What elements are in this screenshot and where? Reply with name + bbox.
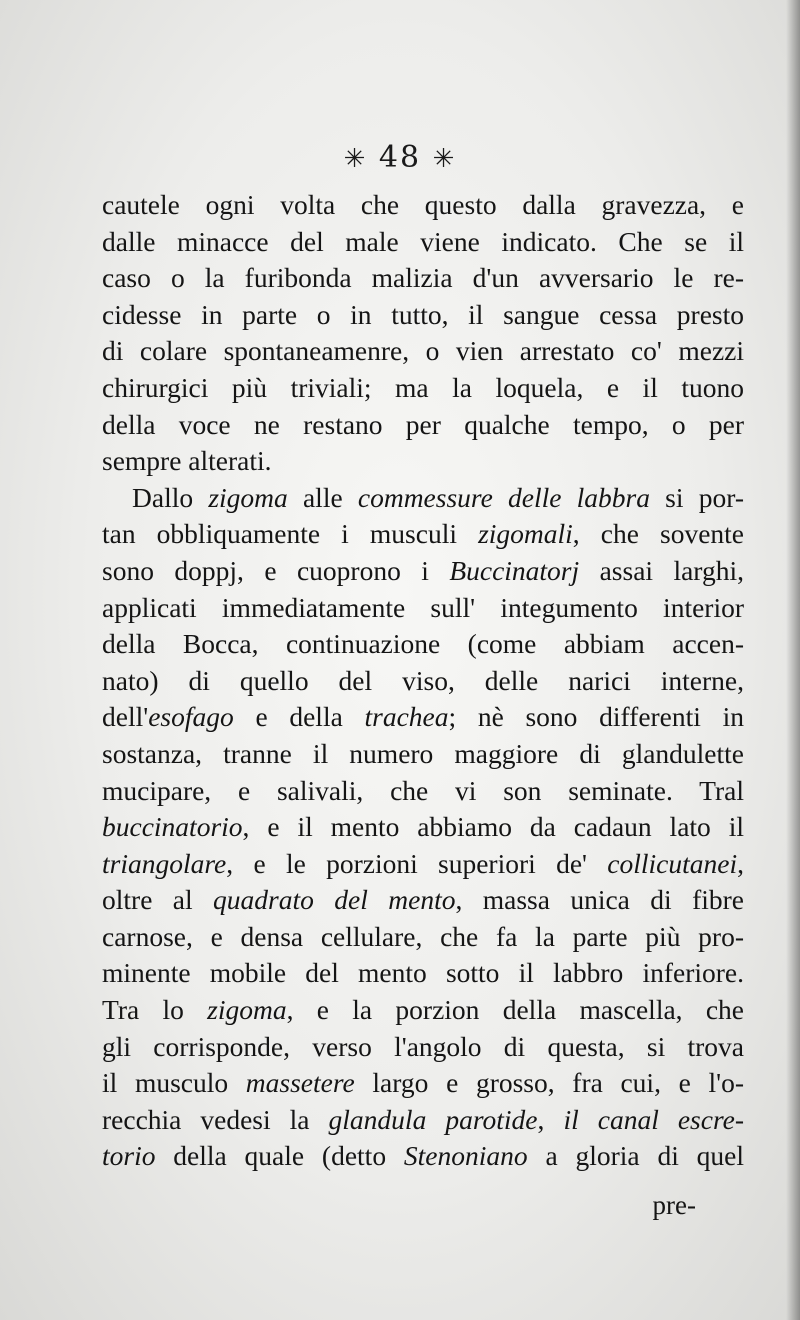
page-number: 48 (378, 140, 422, 175)
italic-term: zigoma (208, 481, 288, 513)
italic-term: torio (102, 1140, 156, 1172)
text-line (102, 882, 744, 919)
text-run: ; nè sono differenti in (448, 701, 744, 733)
text-run: e della (233, 701, 365, 733)
text-run: nato) di quello del viso, delle narici interne, (102, 664, 744, 696)
text-line (102, 663, 744, 700)
text-run: caso o la furibonda malizia d'un avversario le re- (102, 262, 744, 294)
text-line (102, 443, 744, 480)
text-line (102, 992, 744, 1029)
text-run: , e le porzioni superiori de' (226, 847, 608, 879)
italic-term: collicutanei (607, 847, 738, 879)
text-line (102, 955, 744, 992)
text-line (102, 736, 744, 773)
text-run: Tra lo (102, 994, 208, 1026)
ornament-left-icon: ✳ (343, 144, 368, 174)
italic-term: massetere (245, 1067, 355, 1099)
text-line (102, 187, 744, 224)
text-line (102, 699, 744, 736)
text-line (102, 297, 744, 334)
text-run: dell' (102, 701, 149, 733)
text-run: di colare spontaneamenre, o vien arrestato co' mezzi (102, 335, 744, 367)
text-run: sono doppj, e cuoprono i (102, 554, 450, 586)
text-run: gli corrisponde, verso l'angolo di questa, si trova (102, 1030, 744, 1062)
text-line (102, 1138, 744, 1175)
text-run: chirurgici più triviali; ma la loquela, e il tuono (102, 371, 744, 403)
text-run: sostanza, tranne il numero maggiore di glandulette (102, 737, 744, 769)
text-line (102, 224, 744, 261)
catchword: pre- (652, 1190, 696, 1220)
italic-term: trachea (364, 701, 449, 733)
text-line (102, 516, 744, 553)
text-line (102, 260, 744, 297)
text-run: dalle minacce del male viene indicato. Che se il (102, 225, 744, 257)
italic-term: zigoma (207, 994, 287, 1026)
text-run: a gloria di quel (527, 1140, 744, 1172)
text-run: , che sovente (572, 518, 744, 550)
text-run: , e il mento abbiamo da cadaun lato il (242, 811, 744, 843)
text-run: oltre al (102, 884, 214, 916)
text-run: , e la porzion della mascella, che (286, 994, 744, 1026)
italic-term: Buccinatorj (449, 554, 580, 586)
italic-term: quadrato del mento (213, 884, 456, 916)
text-run: cautele ogni volta che questo dalla gravezza, e (102, 189, 744, 220)
text-line (102, 553, 744, 590)
text-line (102, 590, 744, 627)
text-run: carnose, e densa cellulare, che fa la parte più pro- (102, 920, 744, 952)
italic-term: Stenoniano (403, 1140, 528, 1172)
italic-term: triangolare (102, 847, 227, 879)
text-line (102, 626, 744, 663)
text-line (102, 1065, 744, 1102)
text-run: sempre alterati. (102, 445, 272, 477)
text-run: assai larghi, (579, 554, 744, 586)
italic-term: commessure delle labbra (357, 481, 650, 513)
text-line (102, 370, 744, 407)
text-run: applicati immediatamente sull' integumento interior (102, 591, 744, 623)
text-line (102, 773, 744, 810)
text-line (102, 480, 744, 517)
italic-term: esofago (148, 701, 234, 733)
text-run: tan obbliquamente i musculi (102, 518, 479, 550)
text-line (102, 1102, 744, 1139)
text-run: della voce ne restano per qualche tempo, o per (102, 408, 744, 440)
italic-term: zigomali (478, 518, 573, 550)
body-text (102, 187, 744, 1175)
text-line (102, 846, 744, 883)
text-line (102, 919, 744, 956)
page-edge-shadow (786, 0, 800, 1320)
text-run: minente mobile del mento sotto il labbro inferiore. (102, 957, 744, 989)
text-run: , (537, 1103, 564, 1135)
text-run: Dallo (132, 481, 209, 513)
text-run: largo e grosso, fra cui, e l'o- (354, 1067, 744, 1099)
text-run: mucipare, e salivali, che vi son seminate. Tral (102, 774, 744, 806)
text-run: alle (287, 481, 358, 513)
text-line (102, 1029, 744, 1066)
text-run: della Bocca, continuazione (come abbiam accen- (102, 628, 744, 660)
text-run: , massa unica di fibre (455, 884, 744, 916)
italic-term: glandula parotide (328, 1103, 538, 1135)
text-run: recchia vedesi la (102, 1103, 329, 1135)
text-run: si por- (649, 481, 744, 513)
text-line (102, 333, 744, 370)
text-line (102, 407, 744, 444)
text-line (102, 809, 744, 846)
italic-term: buccinatorio (102, 811, 243, 843)
page-header (0, 140, 800, 175)
text-run: della quale (detto (155, 1140, 404, 1172)
text-run: , (737, 847, 744, 879)
ornament-right-icon: ✳ (432, 144, 457, 174)
text-run: il musculo (102, 1067, 246, 1099)
text-run: cidesse in parte o in tutto, il sangue cessa presto (102, 298, 744, 330)
italic-term: il canal escre- (563, 1103, 745, 1135)
